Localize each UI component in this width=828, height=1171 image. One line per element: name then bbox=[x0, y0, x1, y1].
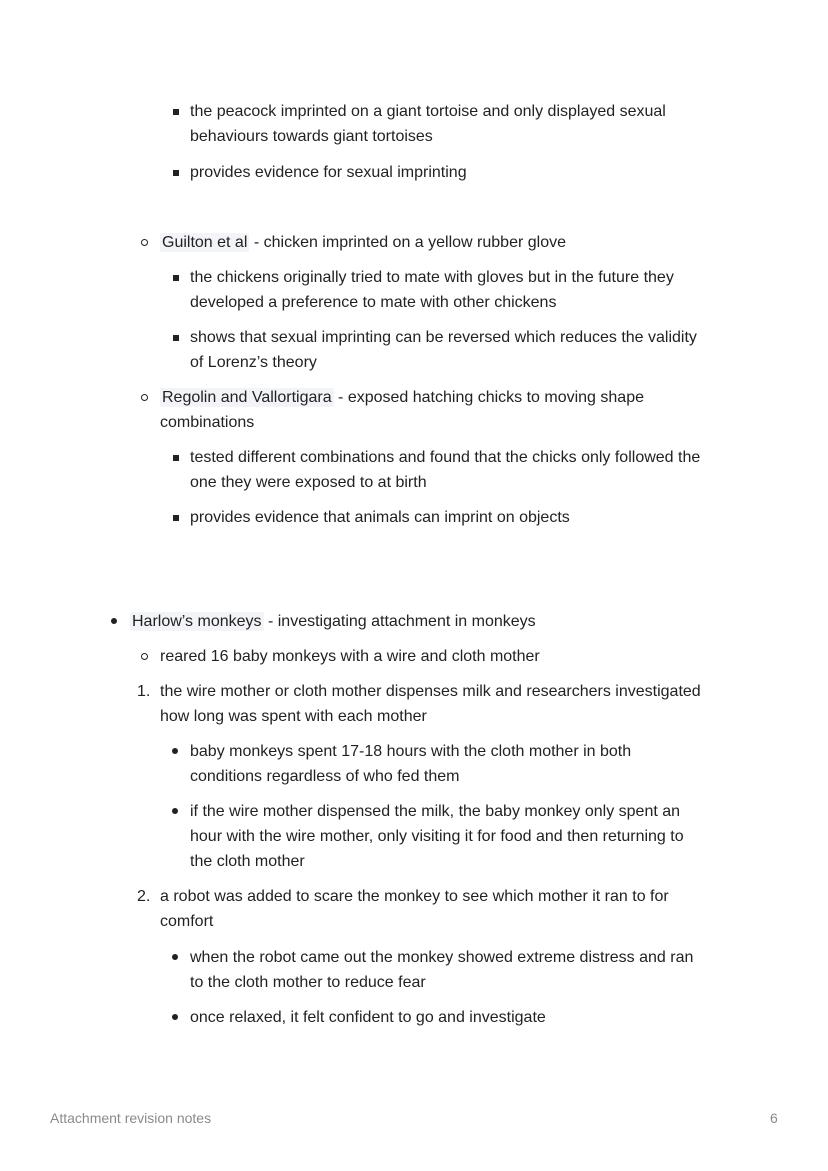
list-item-text: one they were exposed to at birth bbox=[190, 474, 427, 491]
study-desc: - investigating attachment in monkeys bbox=[263, 613, 536, 630]
list-item-text: if the wire mother dispensed the milk, the baby monkey only spent an bbox=[190, 803, 681, 820]
circle-bullet-icon bbox=[141, 653, 148, 660]
study-name: Regolin and Vallortigara bbox=[162, 389, 332, 406]
item-number: 2. bbox=[137, 888, 151, 905]
study-desc: - chicken imprinted on a yellow rubber glove bbox=[249, 234, 566, 251]
list-item-text: conditions regardless of who fed them bbox=[190, 768, 460, 785]
square-bullet-icon bbox=[173, 455, 179, 461]
page-number: 6 bbox=[770, 1110, 778, 1126]
dot-bullet-icon bbox=[172, 954, 178, 960]
study-heading bbox=[130, 609, 536, 634]
list-item-text: when the robot came out the monkey showed extreme distress and ran bbox=[190, 949, 694, 966]
dot-bullet-icon bbox=[172, 748, 178, 754]
list-item-text: the wire mother or cloth mother dispenses milk and researchers investigated bbox=[160, 683, 701, 700]
list-item-text: baby monkeys spent 17-18 hours with the cloth mother in both bbox=[190, 743, 632, 760]
list-item-text: provides evidence for sexual imprinting bbox=[190, 164, 467, 181]
list-item-text: hour with the wire mother, only visiting it for food and then returning to bbox=[190, 828, 684, 845]
list-item-text: developed a preference to mate with other chickens bbox=[190, 294, 557, 311]
list-item-text: of Lorenz’s theory bbox=[190, 354, 317, 371]
study-name: Guilton et al bbox=[162, 234, 248, 251]
study-heading bbox=[160, 230, 566, 255]
dot-bullet-icon bbox=[172, 808, 178, 814]
study-heading bbox=[160, 385, 644, 410]
list-item-text: provides evidence that animals can imprint on objects bbox=[190, 509, 570, 526]
item-number: 1. bbox=[137, 683, 151, 700]
list-item-text: a robot was added to scare the monkey to see which mother it ran to for bbox=[160, 888, 669, 905]
circle-bullet-icon bbox=[141, 394, 148, 401]
list-item-text: how long was spent with each mother bbox=[160, 708, 427, 725]
dot-bullet-icon bbox=[172, 1014, 178, 1020]
list-item-text: the peacock imprinted on a giant tortoise and only displayed sexual bbox=[190, 103, 666, 120]
study-desc: combinations bbox=[160, 414, 255, 431]
list-item-text: once relaxed, it felt confident to go and investigate bbox=[190, 1009, 546, 1026]
list-item-text: comfort bbox=[160, 913, 214, 930]
square-bullet-icon bbox=[173, 335, 179, 341]
square-bullet-icon bbox=[173, 275, 179, 281]
square-bullet-icon bbox=[173, 170, 179, 176]
list-item-text: shows that sexual imprinting can be reversed which reduces the validity bbox=[190, 329, 697, 346]
list-item-text: to the cloth mother to reduce fear bbox=[190, 974, 426, 991]
list-item-text: tested different combinations and found that the chicks only followed the bbox=[190, 449, 701, 466]
circle-bullet-icon bbox=[141, 239, 148, 246]
study-name: Harlow’s monkeys bbox=[132, 613, 262, 630]
list-item-text: behaviours towards giant tortoises bbox=[190, 128, 433, 145]
square-bullet-icon bbox=[173, 515, 179, 521]
square-bullet-icon bbox=[173, 109, 179, 115]
study-desc: - exposed hatching chicks to moving shape bbox=[333, 389, 644, 406]
list-item-text: reared 16 baby monkeys with a wire and cloth mother bbox=[160, 648, 540, 665]
footer-title: Attachment revision notes bbox=[50, 1110, 212, 1126]
dot-bullet-icon bbox=[111, 618, 117, 624]
list-item-text: the cloth mother bbox=[190, 853, 305, 870]
list-item-text: the chickens originally tried to mate with gloves but in the future they bbox=[190, 269, 674, 286]
